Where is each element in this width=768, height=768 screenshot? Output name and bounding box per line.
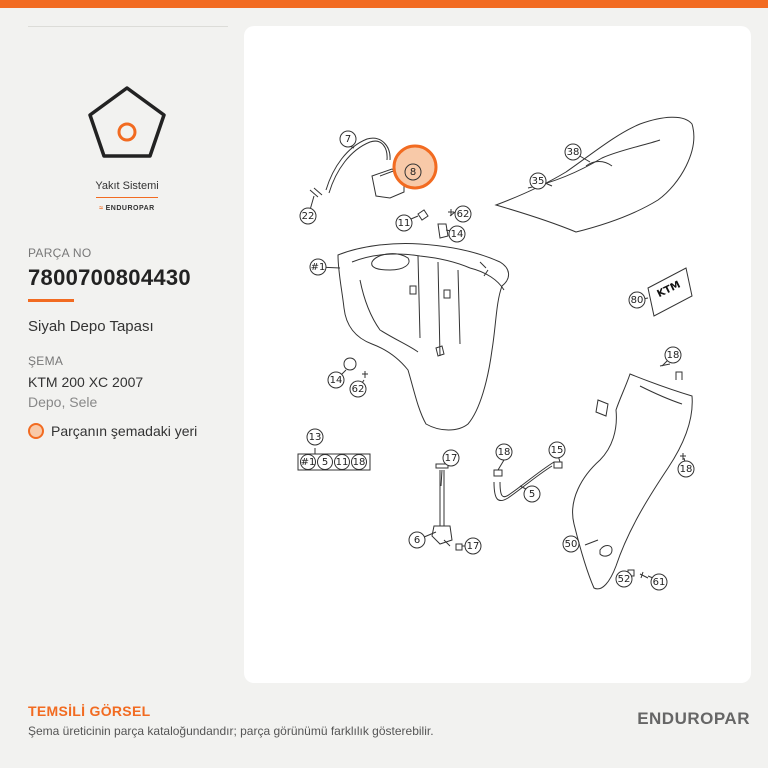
callout-38 — [565, 144, 581, 160]
callout-35 — [530, 173, 546, 189]
callout-label: 17 — [444, 453, 458, 464]
schema-label: ŞEMA — [28, 354, 64, 368]
callout-11 — [396, 215, 412, 231]
footer-note: Şema üreticinin parça kataloğundandır; parça görünümü farklılık gösterebilir. — [28, 724, 434, 738]
top-accent-bar — [0, 0, 768, 8]
part-number: 7800700804430 — [28, 265, 191, 290]
callout-80 — [629, 292, 645, 308]
callout-label: 6 — [413, 535, 421, 546]
callout-label: 18 — [352, 457, 366, 468]
callout-15 — [549, 442, 565, 458]
callout-52 — [616, 571, 632, 587]
callout-label: 18 — [666, 350, 680, 361]
legend-marker-icon — [28, 423, 44, 439]
callout-label: 11 — [335, 457, 349, 468]
callout-label: 14 — [450, 229, 464, 240]
footer-title: TEMSİLİ GÖRSEL — [28, 703, 151, 719]
callout-label: 61 — [652, 577, 666, 588]
callout-label: 8 — [409, 167, 417, 178]
callout-7 — [340, 131, 356, 147]
callout-label: 5 — [528, 489, 536, 500]
callout-label: 7 — [344, 134, 352, 145]
callout-5 — [318, 455, 333, 470]
callout-61 — [651, 574, 667, 590]
legend-text: Parçanın şemadaki yeri — [51, 423, 198, 439]
callout-18 — [496, 444, 512, 460]
decal-text: KTM — [655, 279, 683, 301]
part-number-underline — [28, 299, 74, 302]
callout-num-1 — [310, 259, 326, 275]
callout-14 — [328, 372, 344, 388]
callout-label: 14 — [329, 375, 343, 386]
callout-label: 18 — [497, 447, 511, 458]
callout-18 — [665, 347, 681, 363]
callout-18 — [352, 455, 367, 470]
callout-label: 50 — [564, 539, 578, 550]
callout-5 — [524, 486, 540, 502]
callout-13 — [307, 429, 323, 445]
callout-17 — [465, 538, 481, 554]
callout-label: 15 — [550, 445, 564, 456]
callout-num-1 — [301, 455, 316, 470]
callout-label: 17 — [466, 541, 480, 552]
callout-label: 18 — [679, 464, 693, 475]
callout-label: #1 — [310, 262, 326, 273]
callout-label: 35 — [531, 176, 545, 187]
brand-mark-icon: ≈ — [99, 205, 104, 212]
top-divider — [28, 26, 228, 27]
brand-small-label: ENDUROPAR — [105, 205, 155, 212]
callout-label: 11 — [397, 218, 411, 229]
callout-11 — [335, 455, 350, 470]
part-name: Siyah Depo Tapası — [28, 318, 154, 335]
callout-62 — [455, 206, 471, 222]
callout-label: 5 — [321, 457, 329, 468]
parts-diagram — [244, 26, 751, 683]
callout-14 — [449, 226, 465, 242]
vehicle-model: KTM 200 XC 2007 — [28, 374, 144, 390]
schema-category: Depo, Sele — [28, 394, 98, 410]
callout-label: 13 — [308, 432, 322, 443]
system-title: Yakıt Sistemi — [95, 180, 159, 192]
callout-6 — [409, 532, 425, 548]
callout-label: 22 — [301, 211, 315, 222]
callout-label: #1 — [300, 457, 316, 468]
brand-small — [28, 205, 226, 212]
diagram-linework — [310, 117, 694, 589]
system-title-underline — [96, 197, 158, 198]
callout-label: 62 — [456, 209, 470, 220]
callout-label: 52 — [617, 574, 631, 585]
diagram-card — [244, 26, 751, 683]
callout-label: 80 — [630, 295, 644, 306]
callout-62 — [350, 381, 366, 397]
callout-50 — [563, 536, 579, 552]
part-no-label: PARÇA NO — [28, 246, 92, 260]
callout-label: 38 — [566, 147, 580, 158]
callout-label: 62 — [351, 384, 365, 395]
callout-17 — [443, 450, 459, 466]
callout-layer — [300, 131, 694, 590]
footer-brand: ENDUROPAR — [637, 709, 750, 728]
callout-22 — [300, 208, 316, 224]
fuel-system-logo-icon — [84, 84, 170, 160]
callout-18 — [678, 461, 694, 477]
